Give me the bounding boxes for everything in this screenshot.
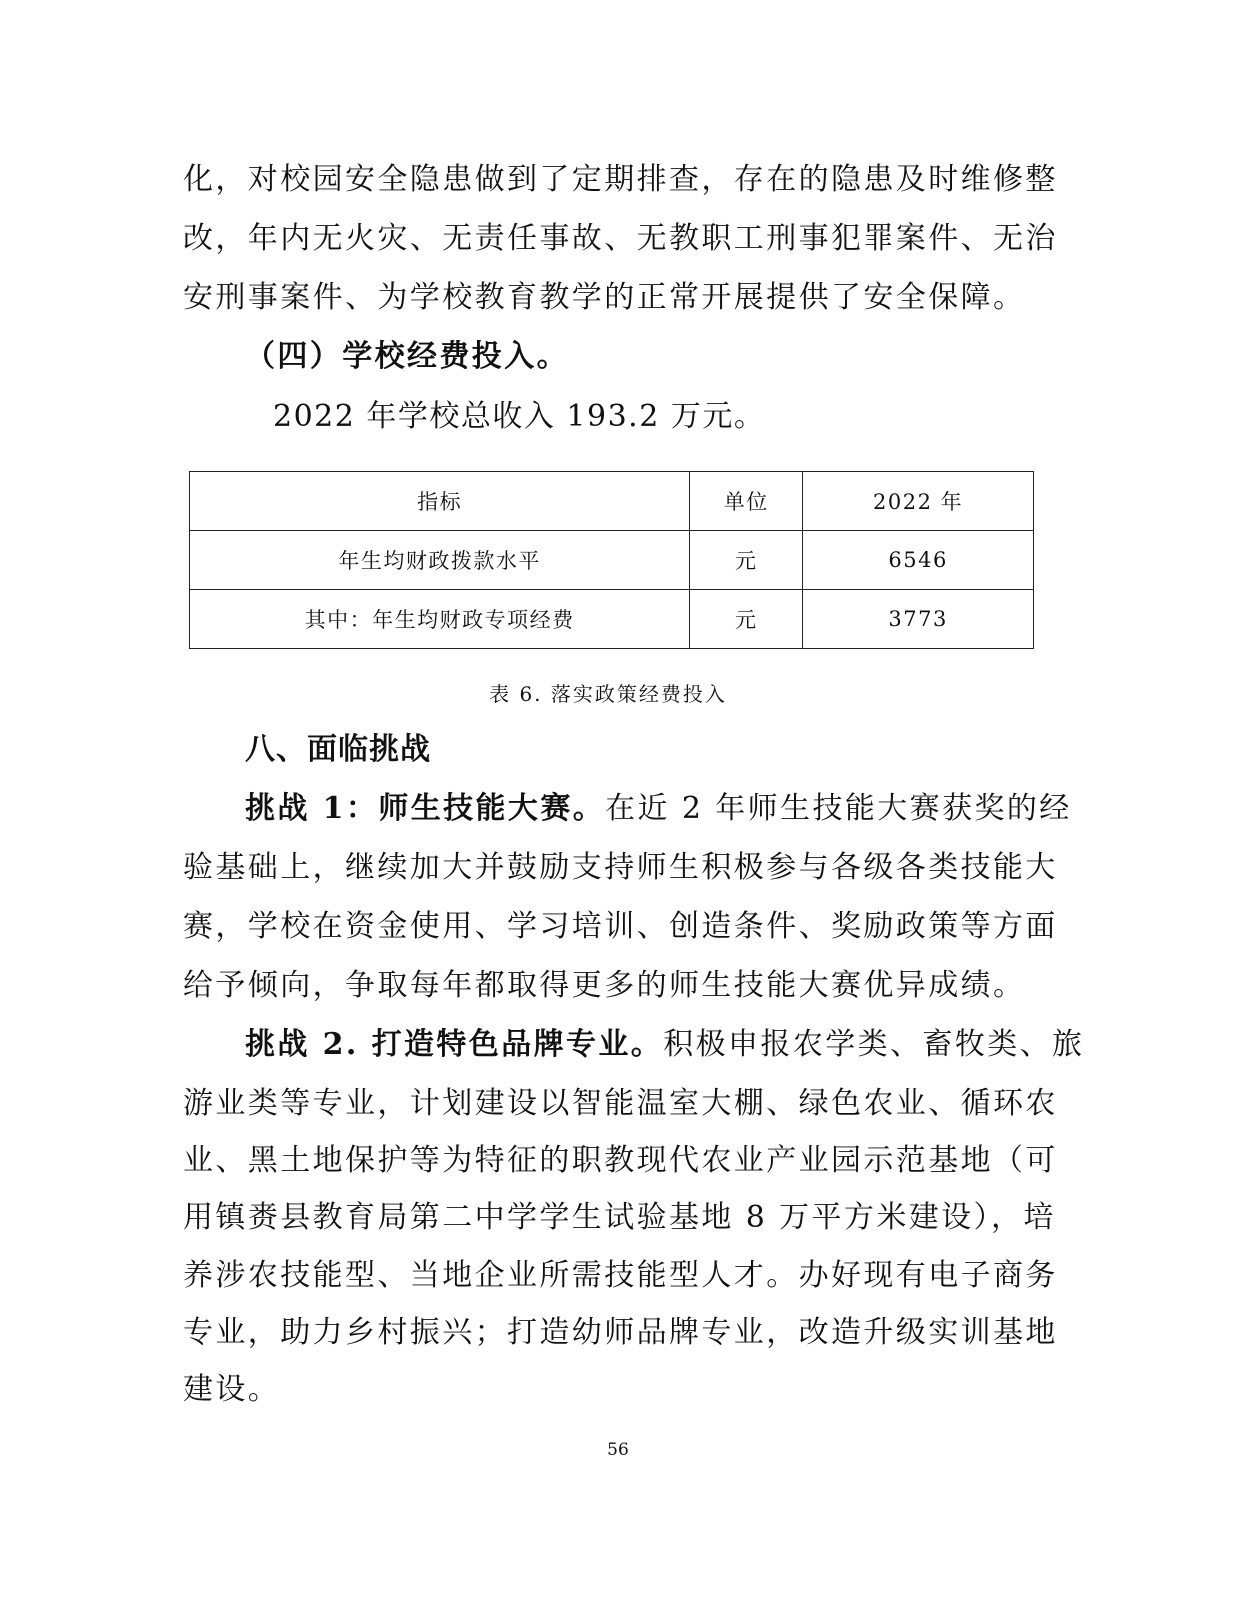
funding-heading: （四）学校经费投入。 [245, 339, 569, 374]
table-cell-unit: 元 [690, 590, 803, 649]
challenge-1-first-line-text: 在近 2 年师生技能大赛获奖的经 [605, 791, 1072, 826]
challenge-2-title: 挑战 2. 打造特色品牌专业。 [245, 1027, 664, 1062]
challenge-2-line-2: 游业类等专业，计划建设以智能温室大棚、绿色农业、循环农 [183, 1086, 1058, 1121]
table-row [190, 531, 1034, 590]
table-header-indicator: 指标 [190, 472, 690, 531]
challenge-2-line-6: 专业，助力乡村振兴；打造幼师品牌专业，改造升级实训基地 [183, 1315, 1058, 1350]
challenge-2-first-line [245, 1025, 1085, 1065]
challenge-2-line-5: 养涉农技能型、当地企业所需技能型人才。办好现有电子商务 [183, 1258, 1058, 1293]
challenge-1-line-2: 验基础上，继续加大并鼓励支持师生积极参与各级各类技能大 [183, 850, 1058, 885]
challenge-1-first-line [245, 789, 1072, 829]
challenge-2-line-3: 业、黑土地保护等为特征的职教现代农业产业园示范基地（可 [183, 1143, 1058, 1178]
challenges-heading: 八、面临挑战 [245, 732, 431, 767]
challenge-1-line-4: 给予倾向，争取每年都取得更多的师生技能大赛优异成绩。 [183, 968, 1026, 1003]
safety-paragraph-line-1: 化，对校园安全隐患做到了定期排查，存在的隐患及时维修整 [183, 162, 1058, 197]
table-row [190, 590, 1034, 649]
page-number: 56 [607, 1440, 629, 1460]
table-cell-indicator: 年生均财政拨款水平 [190, 531, 690, 590]
challenge-1-line-3: 赛，学校在资金使用、学习培训、创造条件、奖励政策等方面 [183, 909, 1058, 944]
table-cell-unit: 元 [690, 531, 803, 590]
funding-table [189, 471, 1034, 649]
funding-summary: 2022 年学校总收入 193.2 万元。 [273, 399, 766, 434]
table-cell-indicator: 其中：年生均财政专项经费 [190, 590, 690, 649]
table-header-year: 2022 年 [803, 472, 1034, 531]
table-cell-value: 6546 [803, 531, 1034, 590]
table-header-row [190, 472, 1034, 531]
challenge-1-title: 挑战 1：师生技能大赛。 [245, 791, 606, 826]
challenge-2-line-4: 用镇赉县教育局第二中学学生试验基地 8 万平方米建设），培 [183, 1200, 1056, 1235]
safety-paragraph-line-2: 改，年内无火灾、无责任事故、无教职工刑事犯罪案件、无治 [183, 221, 1058, 256]
table-caption: 表 6. 落实政策经费投入 [489, 682, 727, 706]
safety-paragraph-line-3: 安刑事案件、为学校教育教学的正常开展提供了安全保障。 [183, 280, 1026, 315]
challenge-2-first-line-text: 积极申报农学类、畜牧类、旅 [663, 1027, 1085, 1062]
table-cell-value: 3773 [803, 590, 1034, 649]
table-header-unit: 单位 [690, 472, 803, 531]
challenge-2-line-7: 建设。 [183, 1372, 281, 1407]
